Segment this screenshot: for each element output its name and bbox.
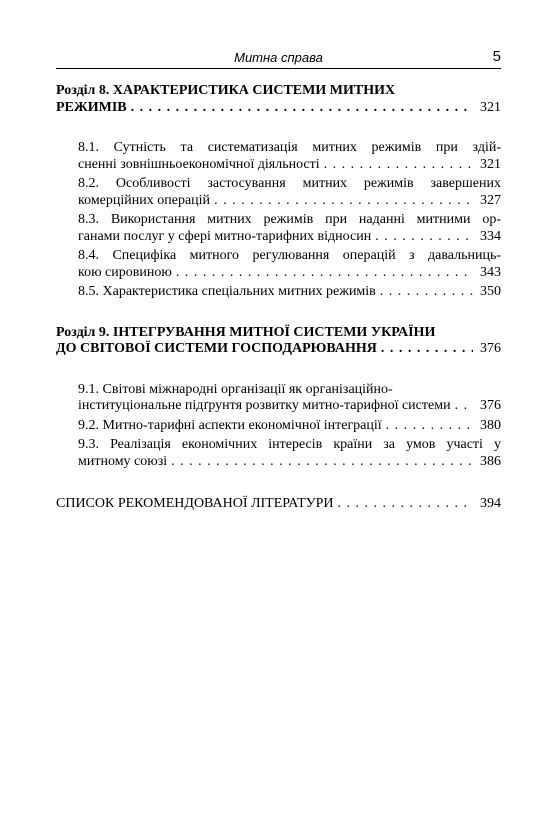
dot-leader — [381, 341, 473, 358]
toc-section-page: 321 — [480, 156, 501, 172]
toc-section-page: 334 — [480, 228, 501, 244]
toc-section-page: 350 — [480, 284, 501, 299]
toc-chapter-8-title-line1: Розділ 8. ХАРАКТЕРИСТИКА СИСТЕМИ МИТНИХ — [56, 83, 396, 98]
toc-section-9-3[interactable] — [56, 437, 501, 470]
toc-section-label: 9.1. Світові міжнародні організації як організаційно- — [78, 381, 393, 397]
toc-section-8-1[interactable] — [56, 140, 501, 173]
toc-section-label: ганами послуг у сфері митно-тарифних відносин — [78, 228, 372, 244]
running-header — [56, 48, 501, 69]
toc-chapter-8-page: 321 — [480, 99, 501, 115]
toc-section-label: 8.2. Особливості застосування митних режимів завершених — [78, 176, 501, 191]
toc-section-label: 9.2. Митно-тарифні аспекти економічної інтеграції — [78, 417, 382, 433]
dot-leader — [324, 157, 473, 174]
toc-section-label: 8.5. Характеристика спеціальних митних режимів — [78, 284, 376, 299]
toc-references-label: СПИСОК РЕКОМЕНДОВАНОЇ ЛІТЕРАТУРИ — [56, 496, 334, 511]
toc-section-9-1[interactable] — [56, 382, 501, 415]
toc-references-page: 394 — [480, 496, 501, 511]
toc-section-label: 8.3. Використання митних режимів при наданні митними ор- — [78, 212, 501, 227]
table-of-contents — [56, 83, 501, 513]
toc-section-label: сненні зовнішньоекономічної діяльності — [78, 156, 320, 172]
dot-leader — [131, 100, 473, 117]
toc-section-page: 386 — [480, 453, 501, 469]
toc-section-label: інституціональне підґрунтя розвитку митно-тарифної системи — [78, 398, 451, 413]
toc-section-label: 9.3. Реалізація економічних інтересів країни за умов участі у — [78, 437, 501, 452]
toc-section-8-3[interactable] — [56, 212, 501, 245]
dot-leader — [214, 193, 473, 210]
dot-leader — [176, 265, 473, 282]
dot-leader — [375, 229, 473, 246]
toc-chapter-9-title-line1: Розділ 9. ІНТЕГРУВАННЯ МИТНОЇ СИСТЕМИ УКРАЇНИ — [56, 324, 436, 340]
toc-section-page: 343 — [480, 264, 501, 280]
toc-section-8-4[interactable] — [56, 248, 501, 281]
toc-chapter-9[interactable] — [56, 325, 501, 358]
dot-leader — [455, 398, 473, 415]
toc-section-page: 376 — [480, 398, 501, 413]
dot-leader — [338, 496, 474, 513]
dot-leader — [171, 454, 473, 471]
toc-section-page: 380 — [480, 417, 501, 433]
toc-chapter-9-page: 376 — [480, 341, 501, 356]
toc-section-page: 327 — [480, 192, 501, 208]
toc-section-label: 8.1. Сутність та систематизація митних режимів при здій- — [78, 140, 501, 155]
toc-section-9-2[interactable] — [56, 418, 501, 435]
toc-section-8-5[interactable] — [56, 284, 501, 301]
dot-leader — [386, 418, 473, 435]
toc-section-label: комерційних операцій — [78, 192, 211, 208]
toc-section-label: кою сировиною — [78, 264, 172, 280]
toc-section-label: митному союзі — [78, 453, 168, 469]
toc-section-8-2[interactable] — [56, 176, 501, 209]
toc-section-label: 8.4. Специфіка митного регулювання операцій з давальниць- — [78, 248, 501, 263]
page-number: 5 — [492, 48, 501, 65]
dot-leader — [380, 284, 473, 301]
toc-references[interactable] — [56, 496, 501, 513]
toc-chapter-8-title-line2: РЕЖИМІВ — [56, 99, 127, 115]
toc-chapter-8[interactable] — [56, 83, 501, 116]
toc-chapter-9-title-line2: ДО СВІТОВОЇ СИСТЕМИ ГОСПОДАРЮВАННЯ — [56, 341, 377, 356]
running-header-title: Митна справа — [234, 50, 323, 65]
